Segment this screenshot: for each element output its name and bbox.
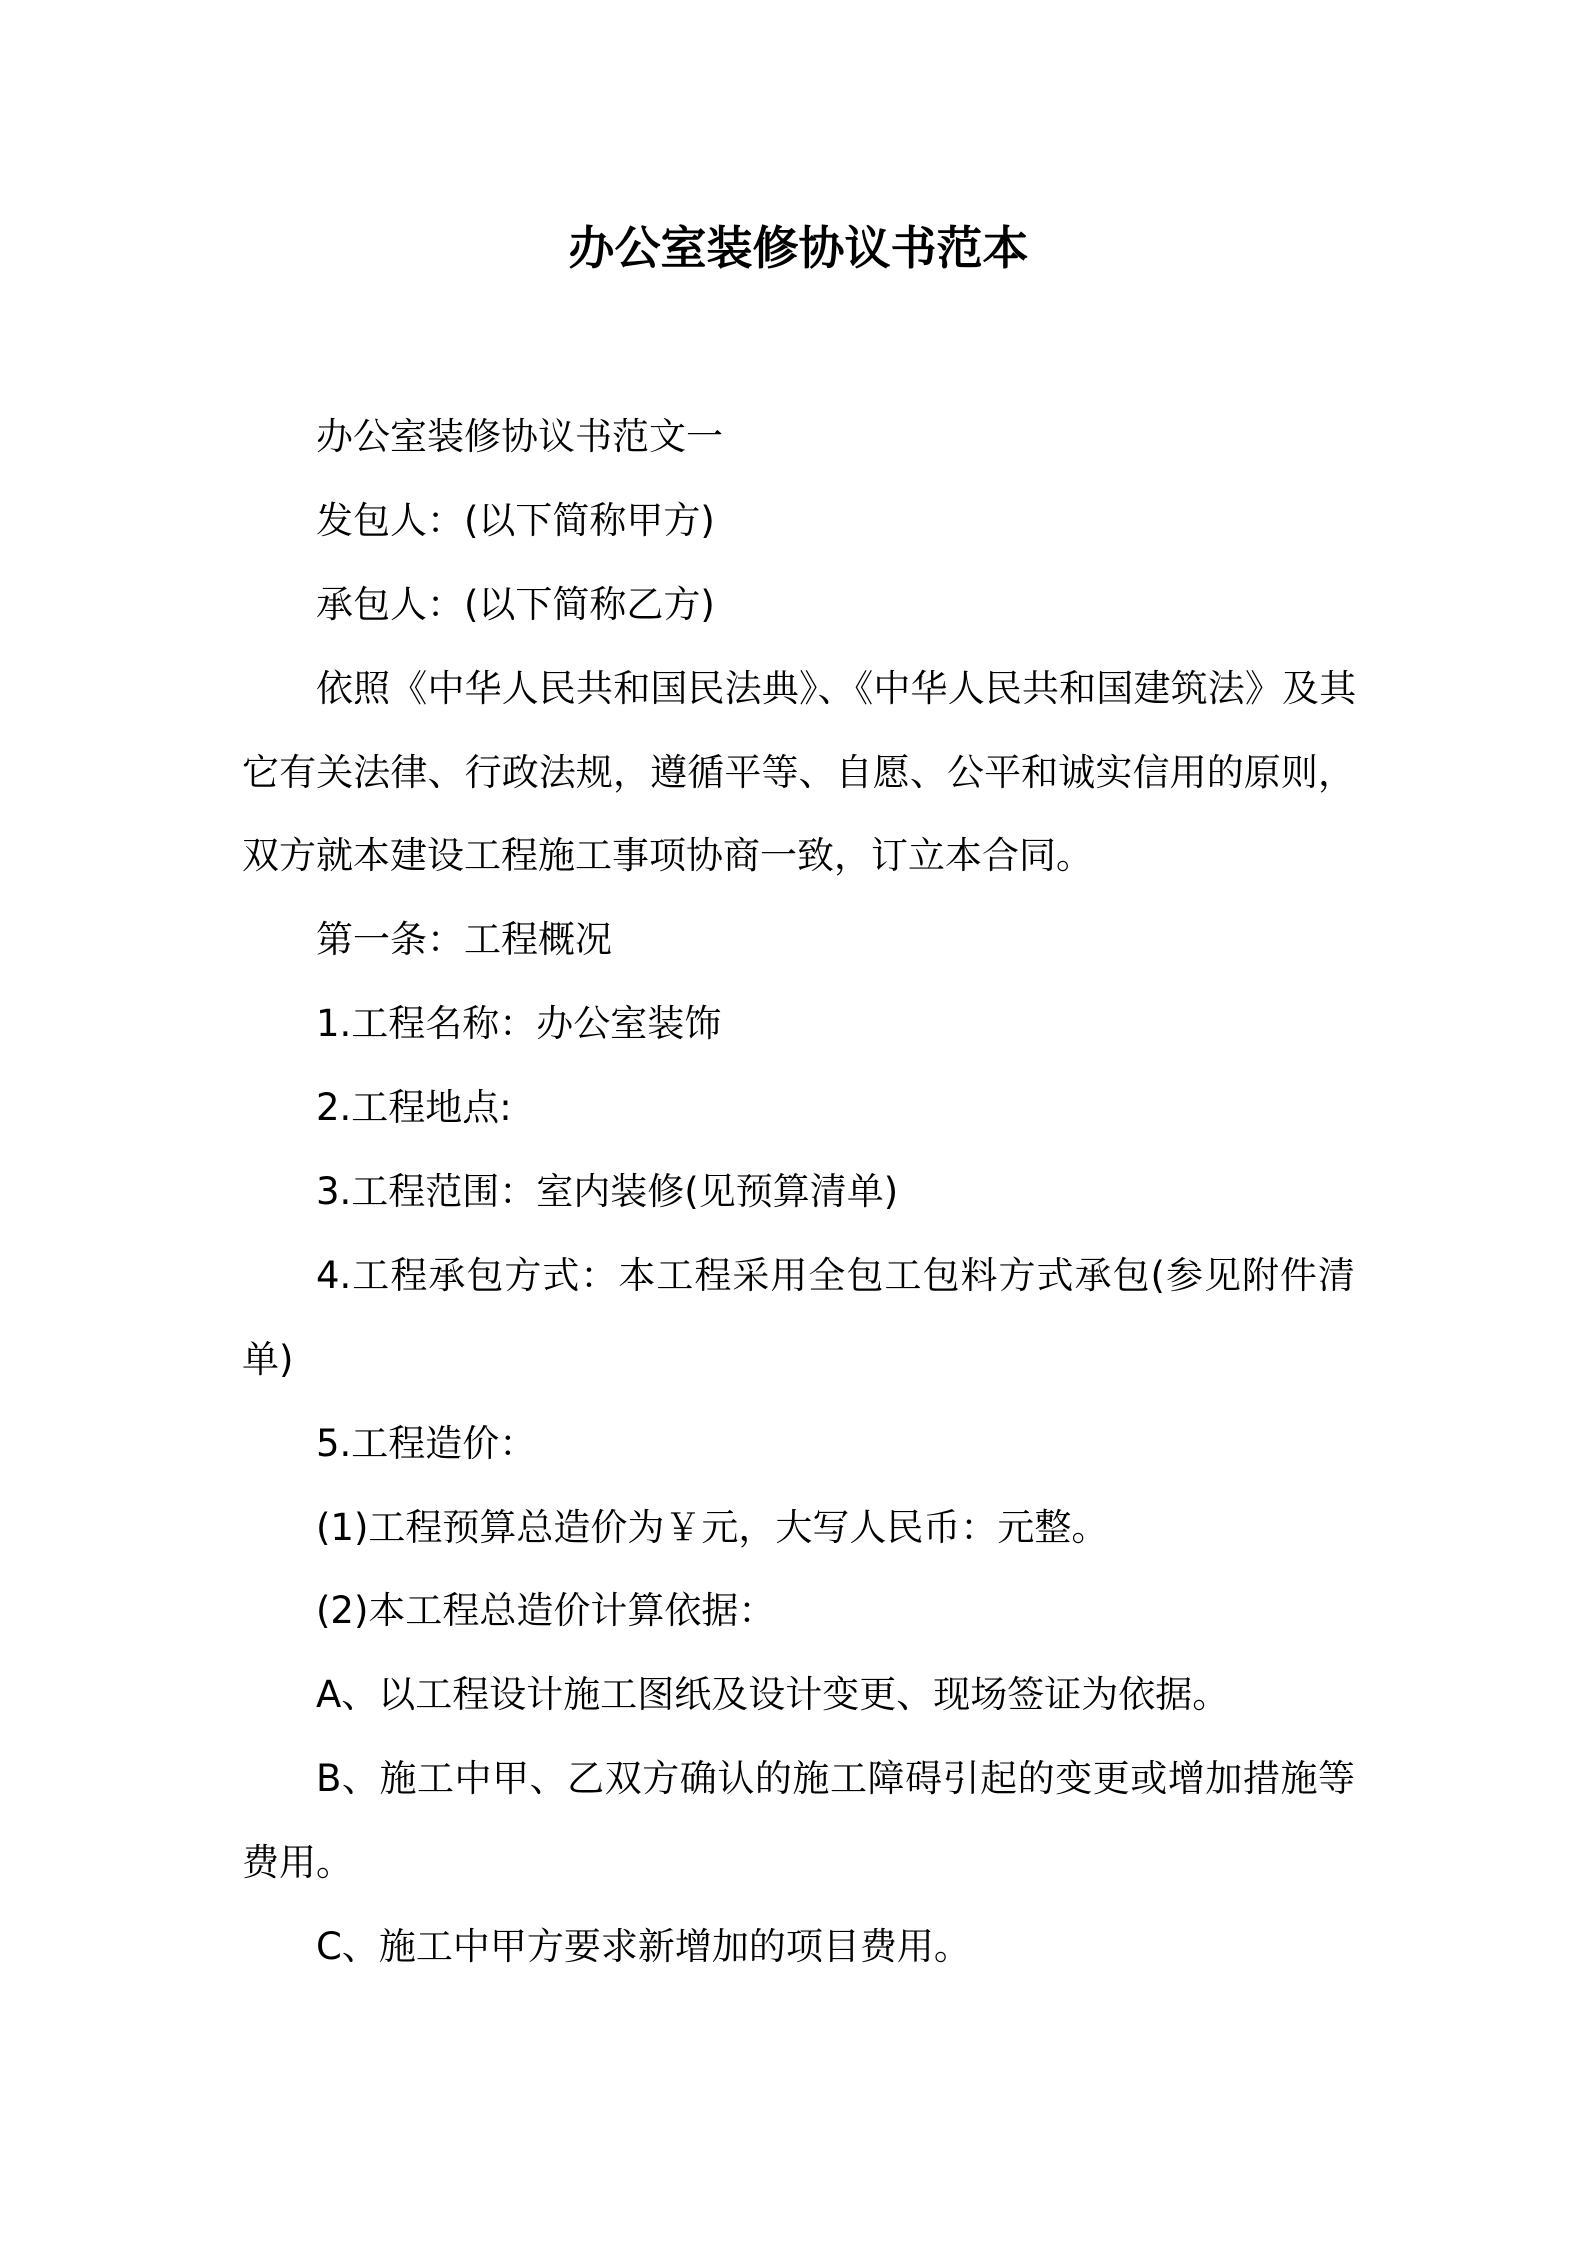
paragraph-item-3	[242, 1150, 1355, 1234]
paragraph-subitem-2	[242, 1569, 1355, 1653]
text-line: (2)本工程总造价计算依据：	[316, 1589, 776, 1633]
document-body	[242, 395, 1355, 1989]
text-line: C、施工中甲方要求新增加的项目费用。	[316, 1925, 971, 1969]
paragraph-employer	[242, 479, 1355, 563]
text-line: 发包人：(以下简称甲方)	[316, 498, 715, 542]
paragraph-subitem-1	[242, 1486, 1355, 1570]
text-line: (1)工程预算总造价为￥元，大写人民币：元整。	[316, 1505, 1109, 1549]
text-line: 承包人：(以下简称乙方)	[316, 582, 715, 626]
paragraph-basis-a	[242, 1653, 1355, 1737]
paragraph-item-5	[242, 1402, 1355, 1486]
text-line: 1.工程名称：办公室装饰	[316, 1002, 722, 1046]
document-title: 办公室装修协议书范本	[568, 221, 1029, 275]
text-line: 费用。	[242, 1841, 353, 1885]
text-line: 依照《中华人民共和国民法典》、《中华人民共和国建筑法》及其	[316, 666, 1355, 710]
text-line: 3.工程范围：室内装修(见预算清单)	[316, 1170, 899, 1214]
text-line: B、施工中甲、乙双方确认的施工障碍引起的变更或增加措施等	[316, 1757, 1355, 1801]
paragraph-article-one-heading	[242, 898, 1355, 982]
text-line: 4.工程承包方式：本工程采用全包工包料方式承包(参见附件清	[316, 1253, 1355, 1297]
text-line: 它有关法律、行政法规，遵循平等、自愿、公平和诚实信用的原则，	[242, 750, 1355, 794]
text-line: 办公室装修协议书范文一	[316, 415, 723, 458]
paragraph-preamble	[242, 647, 1355, 899]
paragraph-item-2	[242, 1066, 1355, 1150]
text-line: 单)	[242, 1337, 294, 1381]
text-line: A、以工程设计施工图纸及设计变更、现场签证为依据。	[316, 1673, 1230, 1717]
text-line: 第一条：工程概况	[316, 918, 612, 962]
paragraph-item-1	[242, 982, 1355, 1066]
paragraph-basis-c	[242, 1905, 1355, 1989]
paragraph-heading-sample-one	[242, 395, 1355, 479]
paragraph-contractor	[242, 563, 1355, 647]
text-line: 2.工程地点:	[316, 1086, 512, 1130]
paragraph-item-4	[242, 1234, 1355, 1402]
text-line: 双方就本建设工程施工事项协商一致，订立本合同。	[242, 834, 1093, 878]
text-line: 5.工程造价：	[316, 1421, 537, 1465]
paragraph-basis-b	[242, 1737, 1355, 1905]
